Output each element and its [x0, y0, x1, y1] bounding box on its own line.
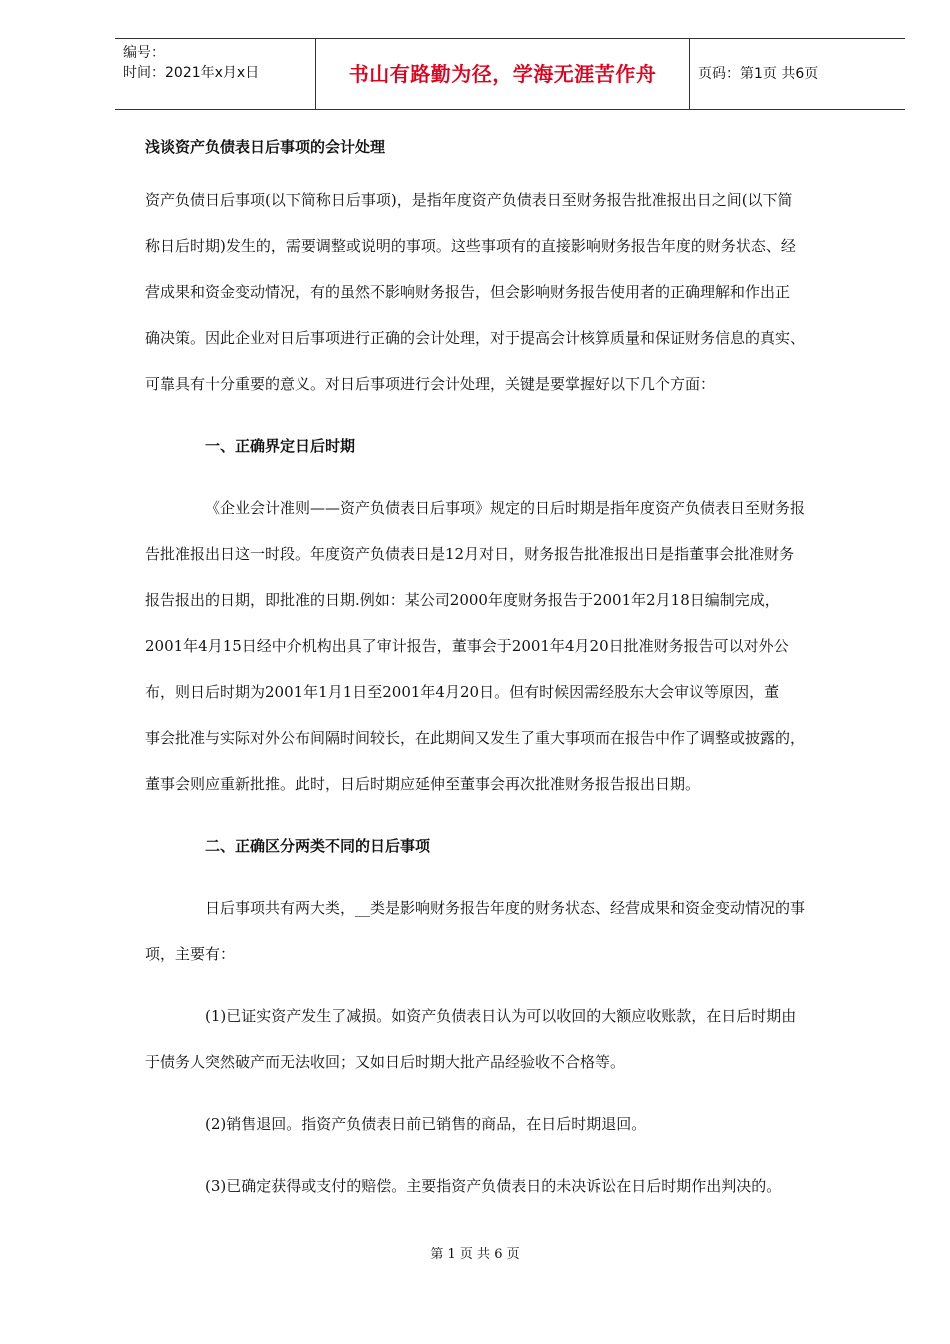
- paragraph-line: 布，则日后时期为2001年1月1日至2001年4月20日。但有时候因需经股东大会审议等原因，董: [145, 683, 780, 701]
- paragraph-line: 日后事项共有两大类，__类是影响财务报告年度的财务状态、经营成果和资金变动情况的事: [205, 899, 806, 917]
- paragraph-line: (1)已证实资产发生了减损。如资产负债表日认为可以收回的大额应收账款，在日后时期由: [205, 1007, 797, 1025]
- article-title: 浅谈资产负债表日后事项的会计处理: [145, 138, 386, 156]
- section-heading-1: 一、正确界定日后时期: [205, 437, 356, 455]
- paragraph-line: 资产负债日后事项(以下简称日后事项)，是指年度资产负债表日至财务报告批准报出日之间(以下简: [145, 191, 793, 209]
- paragraph-line: 2001年4月15日经中介机构出具了审计报告，董事会于2001年4月20日批准财务报告可以对外公: [145, 637, 789, 655]
- page-footer: 第 1 页 共 6 页: [430, 1247, 520, 1262]
- paragraph-line: 报告报出的日期，即批准的日期.例如：某公司2000年度财务报告于2001年2月18日编制完成，: [145, 591, 780, 609]
- paragraph-line: 营成果和资金变动情况，有的虽然不影响财务报告，但会影响财务报告使用者的正确理解和作出正: [145, 283, 791, 301]
- paragraph-line: 可靠具有十分重要的意义。对日后事项进行会计处理，关键是要掌握好以下几个方面：: [145, 375, 716, 393]
- paragraph-line: 事会批准与实际对外公布间隔时间较长，在此期间又发生了重大事项而在报告中作了调整或披露的，: [145, 729, 806, 747]
- paragraph-line: 告批准报出日这一时段。年度资产负债表日是12月对日，财务报告批准报出日是指董事会批准财务: [145, 545, 795, 563]
- header-meta-cell: [115, 39, 315, 109]
- list-item-2: (2)销售退回。指资产负债表日前已销售的商品，在日后时期退回。: [205, 1115, 647, 1133]
- list-item-3: (3)已确定获得或支付的赔偿。主要指资产负债表日的未决诉讼在日后时期作出判决的。: [205, 1177, 782, 1195]
- document-number-label: 编号：: [123, 45, 165, 61]
- paragraph-line: 称日后时期)发生的，需要调整或说明的事项。这些事项有的直接影响财务报告年度的财务状态、经: [145, 237, 796, 255]
- paragraph-line: 项，主要有：: [145, 945, 236, 963]
- document-time-label: 时间：2021年x月x日: [123, 65, 260, 81]
- header-page-info: 页码：第1页 共6页: [698, 66, 819, 82]
- paragraph-line: 确决策。因此企业对日后事项进行正确的会计处理，对于提高会计核算质量和保证财务信息的真实、: [145, 329, 806, 347]
- page-header: [115, 38, 905, 110]
- header-motto: 书山有路勤为径，学海无涯苦作舟: [315, 39, 690, 109]
- section-heading-2: 二、正确区分两类不同的日后事项: [205, 837, 431, 855]
- paragraph-line: 《企业会计准则——资产负债表日后事项》规定的日后时期是指年度资产负债表日至财务报: [205, 499, 806, 517]
- paragraph-line: 董事会则应重新批推。此时，日后时期应延伸至董事会再次批准财务报告报出日期。: [145, 775, 701, 793]
- paragraph-line: 于债务人突然破产而无法收回；又如日后时期大批产品经验收不合格等。: [145, 1053, 626, 1071]
